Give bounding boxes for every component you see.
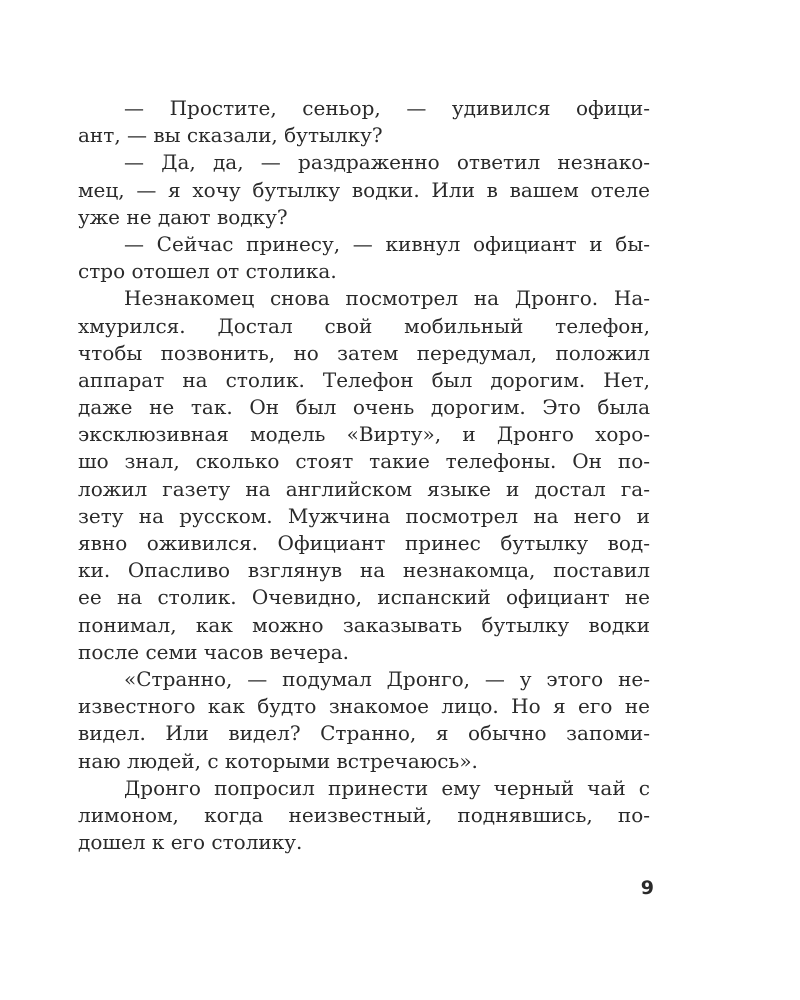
text-line: ложил газету на английском языке и достал га- — [78, 476, 650, 501]
paragraph-4 — [78, 285, 650, 666]
text-line: даже не так. Он был очень дорогим. Это была — [78, 395, 650, 420]
text-line: ее на столик. Очевидно, испанский официант не — [78, 585, 650, 610]
page-number: 9 — [640, 877, 654, 899]
text-line: — Да, да, — раздраженно ответил незнако- — [124, 150, 650, 175]
text-line: уже не дают водку? — [78, 204, 288, 229]
text-line: шо знал, сколько стоят такие телефоны. Он по- — [78, 449, 650, 474]
text-line: Незнакомец снова посмотрел на Дронго. На- — [124, 286, 650, 311]
text-line: — Простите, сеньор, — удивился офици- — [124, 96, 650, 120]
body-text — [78, 95, 650, 856]
text-line: ки. Опасливо взглянув на незнакомца, поставил — [78, 558, 650, 583]
paragraph-3 — [78, 231, 650, 285]
text-line: видел. Или видел? Странно, я обычно запоми- — [78, 721, 650, 746]
text-line: эксклюзивная модель «Вирту», и Дронго хоро- — [78, 422, 650, 447]
text-line: чтобы позвонить, но затем передумал, положил — [78, 340, 650, 365]
text-line: хмурился. Достал свой мобильный телефон, — [78, 313, 650, 338]
paragraph-1 — [78, 95, 650, 149]
text-line: Дронго попросил принести ему черный чай с — [124, 775, 650, 800]
text-line: ант, — вы сказали, бутылку? — [78, 123, 383, 148]
text-line: наю людей, с которыми встречаюсь». — [78, 748, 478, 773]
text-line: лимоном, когда неизвестный, поднявшись, по- — [78, 802, 650, 827]
text-line: понимал, как можно заказывать бутылку водки — [78, 612, 650, 637]
paragraph-5 — [78, 666, 650, 775]
text-line: известного как будто знакомое лицо. Но я его не — [78, 694, 650, 719]
paragraph-2 — [78, 149, 650, 231]
text-line: явно оживился. Официант принес бутылку вод- — [78, 531, 650, 555]
text-line: стро отошел от столика. — [78, 259, 337, 284]
text-line: «Странно, — подумал Дронго, — у этого не- — [124, 666, 650, 691]
text-line: — Сейчас принесу, — кивнул официант и бы- — [124, 231, 650, 256]
text-line: после семи часов вечера. — [78, 639, 349, 664]
paragraph-6 — [78, 775, 650, 857]
text-line: аппарат на столик. Телефон был дорогим. Нет, — [78, 367, 650, 392]
text-line: мец, — я хочу бутылку водки. Или в вашем отеле — [78, 177, 650, 202]
text-line: зету на русском. Мужчина посмотрел на него и — [78, 503, 650, 528]
text-line: дошел к его столику. — [78, 830, 303, 855]
